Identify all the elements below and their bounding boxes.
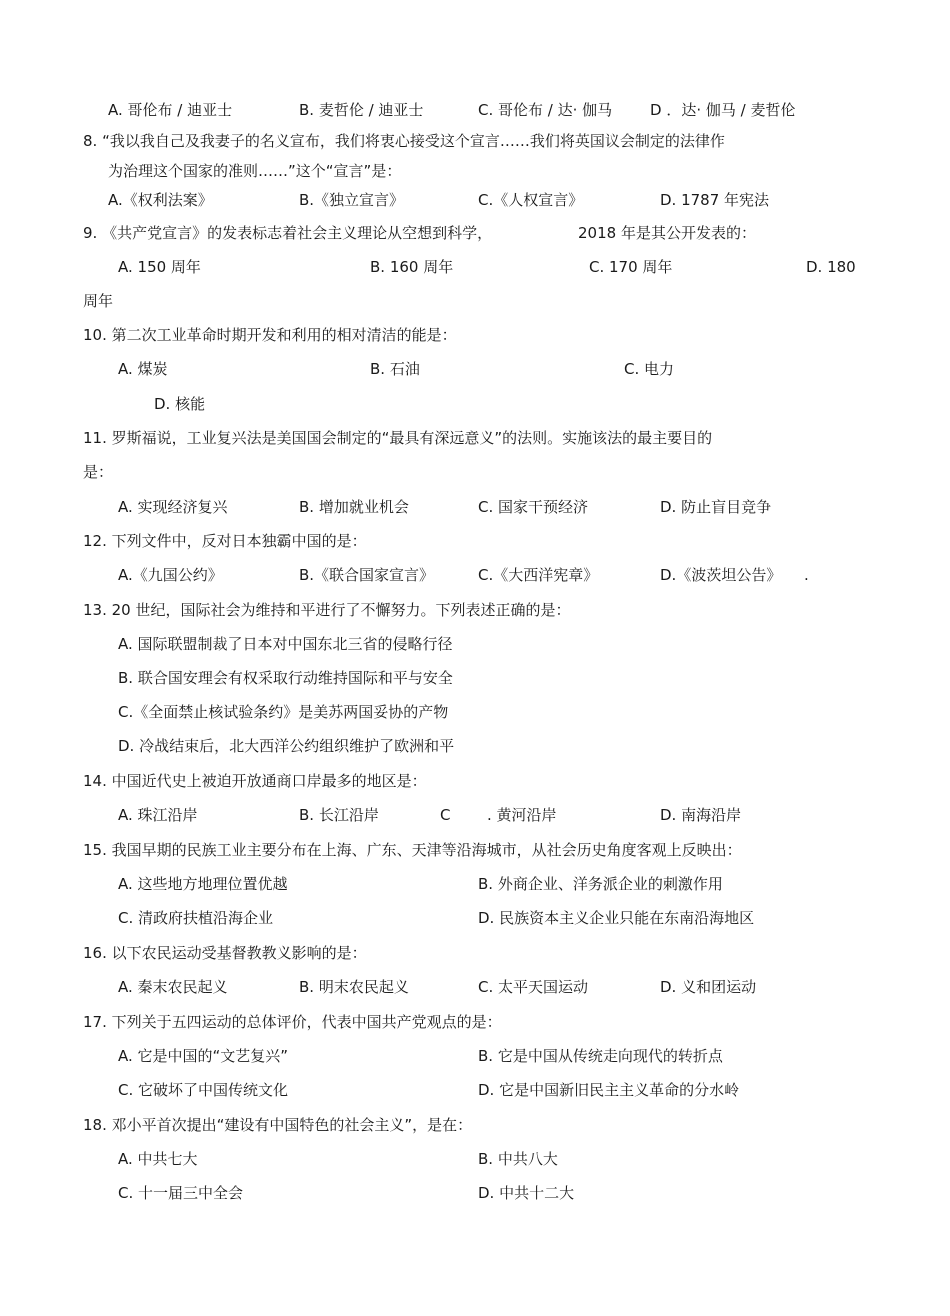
q15-option-c: C. 清政府扶植沿海企业 xyxy=(118,909,274,927)
q9-stem-continued: 2018 年是其公开发表的： xyxy=(578,224,756,242)
q10-option-c: C. 电力 xyxy=(624,360,675,378)
q18-stem: 18. 邓小平首次提出“建设有中国特色的社会主义”，是在： xyxy=(83,1116,473,1134)
q18-option-b: B. 中共八大 xyxy=(478,1150,558,1168)
q8-stem-line2: 为治理这个国家的准则……”这个“宣言”是： xyxy=(108,162,402,180)
q12-trailing-period: . xyxy=(804,566,809,584)
q10-option-d: D. 核能 xyxy=(154,395,206,413)
q17-option-b: B. 它是中国从传统走向现代的转折点 xyxy=(478,1047,723,1065)
q14-option-b: B. 长江沿岸 xyxy=(299,806,379,824)
q9-stem: 9. 《共产党宣言》的发表标志着社会主义理论从空想到科学， xyxy=(83,224,493,242)
q8-option-c: C.《人权宣言》 xyxy=(478,191,584,209)
q11-option-d: D. 防止盲目竞争 xyxy=(660,498,772,516)
q14-option-c: . 黄河沿岸 xyxy=(487,806,557,824)
q16-option-c: C. 太平天国运动 xyxy=(478,978,589,996)
q12-option-b: B.《联合国家宣言》 xyxy=(299,566,435,584)
q17-option-c: C. 它破坏了中国传统文化 xyxy=(118,1081,289,1099)
q10-option-b: B. 石油 xyxy=(370,360,420,378)
q13-option-a: A. 国际联盟制裁了日本对中国东北三省的侵略行径 xyxy=(118,635,453,653)
q7-option-c: C. 哥伦布 / 达· 伽马 xyxy=(478,101,613,119)
q11-option-c: C. 国家干预经济 xyxy=(478,498,589,516)
q8-option-b: B.《独立宣言》 xyxy=(299,191,405,209)
q9-option-b: B. 160 周年 xyxy=(370,258,454,276)
q16-option-d: D. 义和团运动 xyxy=(660,978,757,996)
q15-stem: 15. 我国早期的民族工业主要分布在上海、广东、天津等沿海城市，从社会历史角度客观上反映出： xyxy=(83,841,742,859)
q17-stem: 17. 下列关于五四运动的总体评价，代表中国共产党观点的是： xyxy=(83,1013,502,1031)
q7-option-b: B. 麦哲伦 / 迪亚士 xyxy=(299,101,424,119)
q9-option-d-wrap: 周年 xyxy=(83,292,114,310)
q18-option-d: D. 中共十二大 xyxy=(478,1184,575,1202)
q14-option-a: A. 珠江沿岸 xyxy=(118,806,198,824)
q16-option-a: A. 秦末农民起义 xyxy=(118,978,228,996)
q16-stem: 16. 以下农民运动受基督教教义影响的是： xyxy=(83,944,367,962)
q8-option-a: A.《权利法案》 xyxy=(108,191,213,209)
q11-stem-line2: 是： xyxy=(83,463,114,481)
q11-option-b: B. 增加就业机会 xyxy=(299,498,409,516)
q12-option-d: D.《波茨坦公告》 xyxy=(660,566,782,584)
q14-option-d: D. 南海沿岸 xyxy=(660,806,742,824)
q13-option-d: D. 冷战结束后，北大西洋公约组织维护了欧洲和平 xyxy=(118,737,455,755)
q9-option-d: D. 180 xyxy=(806,258,856,276)
q7-option-a: A. 哥伦布 / 迪亚士 xyxy=(108,101,233,119)
q15-option-b: B. 外商企业、洋务派企业的刺激作用 xyxy=(478,875,723,893)
q18-option-c: C. 十一届三中全会 xyxy=(118,1184,244,1202)
q9-option-a: A. 150 周年 xyxy=(118,258,201,276)
q13-option-c: C.《全面禁止核试验条约》是美苏两国妥协的产物 xyxy=(118,703,449,721)
q14-option-c-letter: C xyxy=(440,806,451,824)
q15-option-d: D. 民族资本主义企业只能在东南沿海地区 xyxy=(478,909,755,927)
q11-stem-line1: 11. 罗斯福说，工业复兴法是美国国会制定的“最具有深远意义”的法则。实施该法的最主要目的 xyxy=(83,429,713,447)
q17-option-d: D. 它是中国新旧民主主义革命的分水岭 xyxy=(478,1081,740,1099)
q12-option-a: A.《九国公约》 xyxy=(118,566,223,584)
q10-option-a: A. 煤炭 xyxy=(118,360,168,378)
q13-stem: 13. 20 世纪，国际社会为维持和平进行了不懈努力。下列表述正确的是： xyxy=(83,601,571,619)
q14-stem: 14. 中国近代史上被迫开放通商口岸最多的地区是： xyxy=(83,772,427,790)
q16-option-b: B. 明末农民起义 xyxy=(299,978,409,996)
q12-option-c: C.《大西洋宪章》 xyxy=(478,566,599,584)
q15-option-a: A. 这些地方地理位置优越 xyxy=(118,875,288,893)
q9-option-c: C. 170 周年 xyxy=(589,258,673,276)
q8-option-d: D. 1787 年宪法 xyxy=(660,191,770,209)
q17-option-a: A. 它是中国的“文艺复兴” xyxy=(118,1047,289,1065)
q13-option-b: B. 联合国安理会有权采取行动维持国际和平与安全 xyxy=(118,669,453,687)
q11-option-a: A. 实现经济复兴 xyxy=(118,498,228,516)
q12-stem: 12. 下列文件中，反对日本独霸中国的是： xyxy=(83,532,367,550)
q18-option-a: A. 中共七大 xyxy=(118,1150,198,1168)
q8-stem-line1: 8. “我以我自己及我妻子的名义宣布，我们将衷心接受这个宣言……我们将英国议会制定的法律作 xyxy=(83,132,725,150)
q10-stem: 10. 第二次工业革命时期开发和利用的相对清洁的能是： xyxy=(83,326,457,344)
q7-option-d: D ．达· 伽马 / 麦哲伦 xyxy=(650,101,796,119)
